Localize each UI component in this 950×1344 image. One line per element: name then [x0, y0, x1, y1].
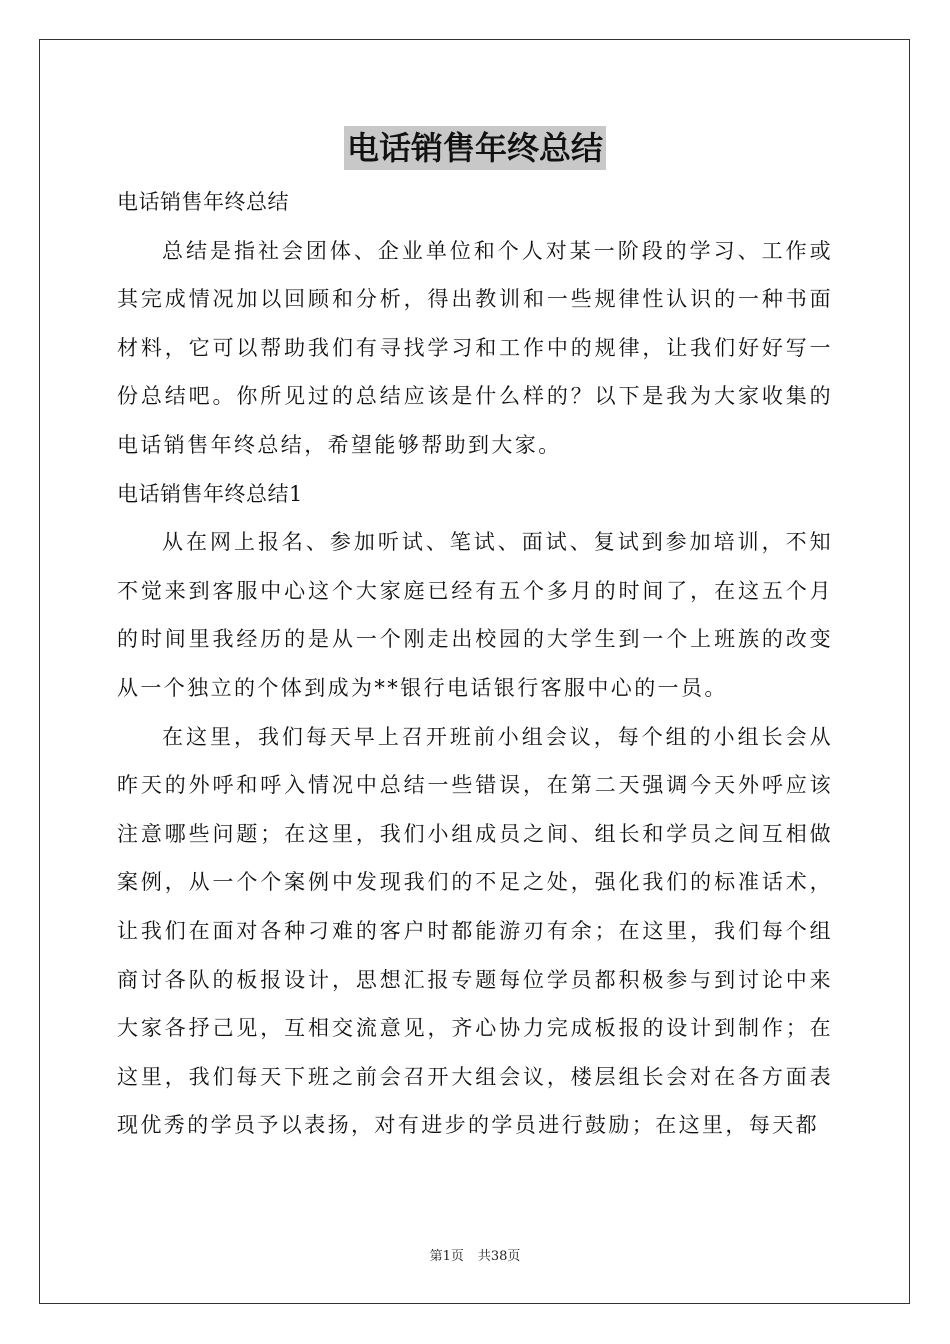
intro-paragraph: 总结是指社会团体、企业单位和个人对某一阶段的学习、工作或其完成情况加以回顾和分析，得出教训和一些规律性认识的一种书面材料，它可以帮助我们有寻找学习和工作中的规律，让我们好好写一份总结吧。你所见过的总结应该是什么样的？以下是我为大家收集的电话销售年终总结，希望能够帮助到大家。	[117, 238, 833, 457]
title-container	[0, 126, 950, 170]
page-footer	[0, 1247, 950, 1267]
body-paragraph-1: 从在网上报名、参加听试、笔试、面试、复试到参加培训，不知不觉来到客服中心这个大家庭已经有五个多月的时间了，在这五个月的时间里我经历的是从一个刚走出校园的大学生到一个上班族的改变从一个独立的个体到成为**银行电话银行客服中心的一员。	[117, 530, 833, 700]
page-total: 共38页	[477, 1249, 521, 1264]
document-title: 电话销售年终总结	[344, 126, 606, 170]
body-paragraph-2: 在这里，我们每天早上召开班前小组会议，每个组的小组长会从昨天的外呼和呼入情况中总结一些错误，在第二天强调今天外呼应该注意哪些问题；在这里，我们小组成员之间、组长和学员之间互相做案例，从一个个案例中发现我们的不足之处，强化我们的标准话术，让我们在面对各种刁难的客户时都能游刃有余；在这里，我们每个组商讨各队的板报设计，思想汇报专题每位学员都积极参与到讨论中来大家各抒己见，互相交流意见，齐心协力完成板报的设计到制作；在这里，我们每天下班之前会召开大组会议，楼层组长会对在各方面表现优秀的学员予以表扬，对有进步的学员进行鼓励；在这里，每天都	[117, 724, 833, 1138]
page-number: 第1页	[429, 1249, 464, 1264]
document-subtitle: 电话销售年终总结	[117, 190, 289, 214]
section-heading: 电话销售年终总结1	[117, 481, 303, 506]
document-body	[117, 178, 833, 1150]
